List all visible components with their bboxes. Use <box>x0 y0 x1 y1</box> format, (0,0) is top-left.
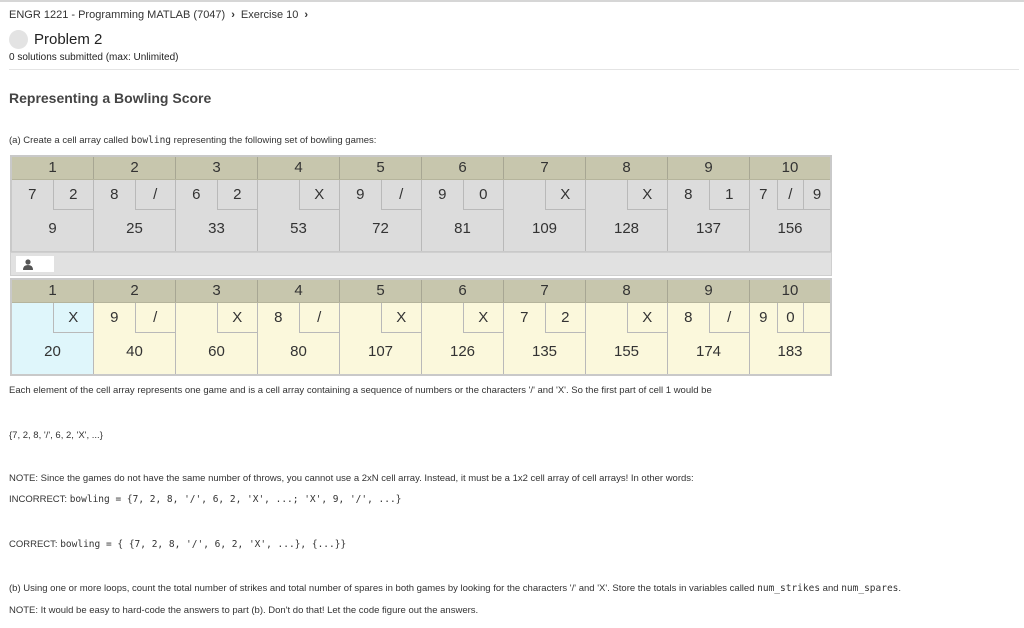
frame-score: 9 <box>48 220 57 237</box>
frame-number: 9 <box>668 280 750 302</box>
throws <box>340 303 421 333</box>
throw-mark: 8 <box>110 186 119 203</box>
throw-mark: 8 <box>684 186 693 203</box>
chevron-right-icon: › <box>231 9 235 21</box>
frame-5 <box>340 180 422 251</box>
part-b-mid: and <box>820 583 842 594</box>
frame-5 <box>340 303 422 374</box>
throw-mark: 9 <box>803 180 830 210</box>
frame-score: 53 <box>290 220 307 237</box>
throws <box>12 303 93 333</box>
frame-8 <box>586 180 668 251</box>
throw-mark: X <box>627 180 668 210</box>
incorrect-example <box>9 494 401 505</box>
submission-count: 0 solutions submitted (max: Unlimited) <box>9 52 179 63</box>
note-2: NOTE: It would be easy to hard-code the answers to part (b). Don't do that! Let the code figure out the answers. <box>9 605 479 616</box>
part-a-variable: bowling <box>130 135 172 146</box>
status-circle-icon <box>9 30 28 49</box>
throws <box>258 303 339 333</box>
throw-mark: X <box>627 303 668 333</box>
throw-mark: X <box>53 303 94 333</box>
frame-1 <box>12 303 94 374</box>
frame-score: 137 <box>695 220 722 237</box>
frame-number: 3 <box>176 280 258 302</box>
frame-4 <box>258 180 340 251</box>
part-b-prefix: (b) Using one or more loops, count the total number of strikes and total number of spares in both games by looking for the characters '/' and 'X'. Store the totals in variables called <box>9 583 758 594</box>
frames-row <box>12 303 830 374</box>
player-name-box <box>16 256 54 272</box>
frame-score: 155 <box>613 343 640 360</box>
throws <box>422 303 503 333</box>
throw-mark <box>803 303 830 333</box>
frame-9 <box>668 180 750 251</box>
frame-score: 128 <box>613 220 640 237</box>
throw-mark <box>176 303 217 333</box>
throws <box>176 303 257 333</box>
throws <box>668 303 749 333</box>
frame-8 <box>586 303 668 374</box>
frame-number: 1 <box>12 157 94 179</box>
throw-mark: 1 <box>709 180 750 210</box>
throw-mark: / <box>135 303 176 333</box>
throw-mark: 7 <box>28 186 37 203</box>
problem-header <box>9 30 102 49</box>
frame-score: 174 <box>695 343 722 360</box>
breadcrumb-course-link[interactable]: ENGR 1221 - Programming MATLAB (7047) <box>9 9 226 21</box>
part-a-text <box>9 135 376 146</box>
throws <box>176 180 257 210</box>
frame-score: 60 <box>208 343 225 360</box>
frame-number: 10 <box>781 159 799 176</box>
throw-mark: 9 <box>759 309 768 326</box>
throw-mark <box>340 303 381 333</box>
frame-6 <box>422 303 504 374</box>
incorrect-code: bowling = {7, 2, 8, '/', 6, 2, 'X', ...; 'X', 9, '/', ...} <box>69 494 402 505</box>
part-a-suffix: representing the following set of bowling games: <box>171 135 377 146</box>
chevron-right-icon: › <box>304 9 309 21</box>
frame-number: 4 <box>258 280 340 302</box>
breadcrumb-exercise-link[interactable]: Exercise 10 <box>240 9 299 21</box>
throws <box>94 303 175 333</box>
frame-number: 5 <box>340 280 422 302</box>
throw-mark: 2 <box>545 303 586 333</box>
throw-mark: 7 <box>759 186 768 203</box>
throw-mark: / <box>381 180 422 210</box>
throw-mark: 9 <box>438 186 447 203</box>
throw-mark: X <box>381 303 422 333</box>
throw-mark <box>258 180 299 210</box>
throw-mark <box>422 303 463 333</box>
correct-example <box>9 539 346 550</box>
incorrect-label: INCORRECT: <box>9 494 70 505</box>
throw-mark <box>504 180 545 210</box>
problem-title: Problem 2 <box>34 31 103 48</box>
throw-mark: 0 <box>463 180 504 210</box>
frame-number: 1 <box>12 280 94 302</box>
frames-row <box>12 180 830 251</box>
frame-3 <box>176 180 258 251</box>
example-text: {7, 2, 8, '/', 6, 2, 'X', ...} <box>9 430 103 441</box>
throw-mark: 8 <box>684 309 693 326</box>
part-b-suffix: . <box>898 583 902 594</box>
frame-number: 6 <box>422 280 504 302</box>
throw-mark: 0 <box>777 303 804 333</box>
explain-text: Each element of the cell array represents one game and is a cell array containing a sequence of numbers or the characters '/' and 'X'. So the first part of cell 1 would be <box>9 385 712 396</box>
divider <box>9 69 1019 70</box>
throw-mark <box>586 180 627 210</box>
throw-mark: X <box>299 180 340 210</box>
frame-10 <box>750 180 830 251</box>
frame-number: 2 <box>94 157 176 179</box>
frame-7 <box>504 180 586 251</box>
frame-score: 156 <box>777 220 803 237</box>
frame-number: 7 <box>504 280 586 302</box>
frame-number: 8 <box>586 157 668 179</box>
throws <box>504 180 585 210</box>
frame-score: 107 <box>367 343 394 360</box>
player-bar <box>10 252 832 276</box>
frame-score: 72 <box>372 220 389 237</box>
frame-10 <box>750 303 830 374</box>
frame-score: 183 <box>777 343 803 360</box>
throws <box>586 180 667 210</box>
frame-score: 40 <box>126 343 143 360</box>
throws <box>504 303 585 333</box>
correct-label: CORRECT: <box>9 539 61 550</box>
frame-1 <box>12 180 94 251</box>
frame-6 <box>422 180 504 251</box>
part-a-prefix: (a) Create a cell array called <box>9 135 131 146</box>
frame-number: 5 <box>340 157 422 179</box>
throw-mark: X <box>463 303 504 333</box>
throw-mark: X <box>545 180 586 210</box>
throws <box>750 303 830 333</box>
problem-heading: Representing a Bowling Score <box>9 90 212 106</box>
frame-9 <box>668 303 750 374</box>
top-divider <box>0 0 1024 2</box>
frame-3 <box>176 303 258 374</box>
frame-2 <box>94 303 176 374</box>
frame-4 <box>258 303 340 374</box>
frame-number: 3 <box>176 157 258 179</box>
throw-mark: 8 <box>274 309 283 326</box>
throw-mark <box>586 303 627 333</box>
part-b-var-spares: num_spares <box>841 583 899 594</box>
correct-code: bowling = { {7, 2, 8, '/', 6, 2, 'X', ...}, {...}} <box>60 539 347 550</box>
throw-mark: / <box>777 180 804 210</box>
frame-number: 9 <box>668 157 750 179</box>
frame-score: 81 <box>454 220 471 237</box>
note-1: NOTE: Since the games do not have the same number of throws, you cannot use a 2xN cell array. Instead, it must be a 1x2 cell array of cell arrays! In other words: <box>9 473 694 484</box>
throw-mark: / <box>135 180 176 210</box>
frame-number: 2 <box>94 280 176 302</box>
throws <box>94 180 175 210</box>
throw-mark: 6 <box>192 186 201 203</box>
throws <box>750 180 830 210</box>
throws <box>258 180 339 210</box>
throw-mark: 7 <box>520 309 529 326</box>
part-b-text <box>9 583 901 594</box>
throws <box>340 180 421 210</box>
throw-mark: / <box>709 303 750 333</box>
frame-score: 135 <box>531 343 558 360</box>
frame-number: 4 <box>258 157 340 179</box>
user-icon <box>22 258 34 270</box>
scorecard-game-2 <box>10 278 832 376</box>
throw-mark: / <box>299 303 340 333</box>
breadcrumb <box>9 9 314 21</box>
frame-number: 6 <box>422 157 504 179</box>
throw-mark: 9 <box>356 186 365 203</box>
frame-2 <box>94 180 176 251</box>
throw-mark: 2 <box>53 180 94 210</box>
throw-mark <box>12 303 53 333</box>
frame-7 <box>504 303 586 374</box>
throw-mark: 2 <box>217 180 258 210</box>
frame-score: 109 <box>531 220 558 237</box>
frame-number: 7 <box>504 157 586 179</box>
frame-score: 33 <box>208 220 225 237</box>
throws <box>668 180 749 210</box>
frame-number-header <box>12 280 830 303</box>
frame-score: 80 <box>290 343 307 360</box>
frame-number: 10 <box>781 282 799 299</box>
throws <box>586 303 667 333</box>
frame-score: 20 <box>44 343 61 360</box>
throw-mark: 9 <box>110 309 119 326</box>
throws <box>422 180 503 210</box>
throws <box>12 180 93 210</box>
scorecard-game-1 <box>10 155 832 253</box>
frame-number: 8 <box>586 280 668 302</box>
part-b-var-strikes: num_strikes <box>757 583 821 594</box>
frame-score: 25 <box>126 220 143 237</box>
frame-number-header <box>12 157 830 180</box>
throw-mark: X <box>217 303 258 333</box>
frame-score: 126 <box>449 343 476 360</box>
